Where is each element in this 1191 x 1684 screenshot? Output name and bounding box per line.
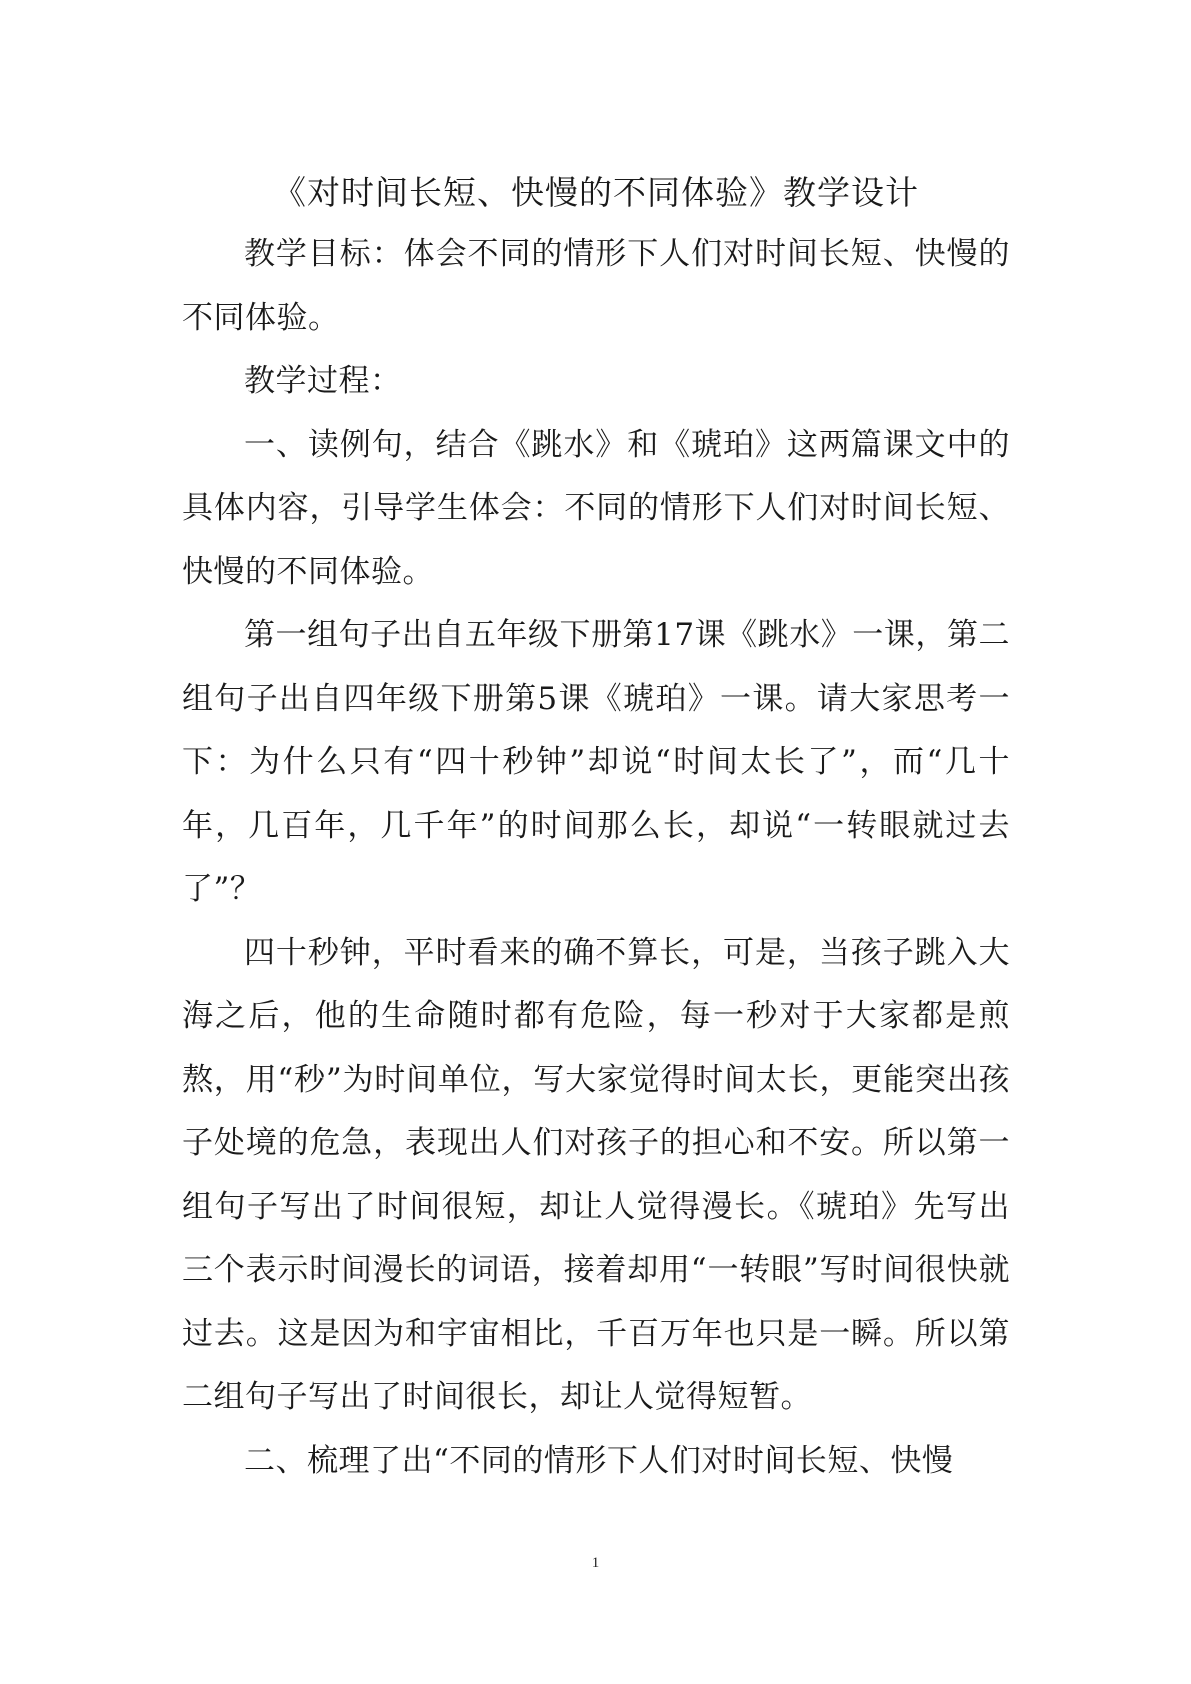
- document-title: 《对时间长短、快慢的不同体验》教学设计: [273, 173, 919, 212]
- document-body: [182, 163, 1010, 1493]
- page-number: 1: [591, 1555, 600, 1571]
- paragraph-step-two: 二、梳理了出“不同的情形下人们对时间长短、快慢: [244, 1442, 954, 1479]
- paragraph-sentence-groups: 第一组句子出自五年级下册第17课《跳水》一课，第二组句子出自四年级下册第5课《琥珀》一课。请大家思考一下：为什么只有“四十秒钟”却说“时间太长了”，而“几十年，几百年，几千年”的时间那么长，却说“一转眼就过去了”？: [182, 617, 1010, 907]
- paragraph-teaching-process: 教学过程：: [244, 363, 402, 399]
- paragraph-explanation: 四十秒钟，平时看来的确不算长，可是，当孩子跳入大海之后，他的生命随时都有危险，每一秒对于大家都是煎熬，用“秒”为时间单位，写大家觉得时间太长，更能突出孩子处境的危急，表现出人们对孩子的担心和不安。所以第一组句子写出了时间很短，却让人觉得漫长。《琥珀》先写出三个表示时间漫长的词语，接着却用“一转眼”写时间很快就过去。这是因为和宇宙相比，千百万年也只是一瞬。所以第二组句子写出了时间很长，却让人觉得短暂。: [182, 934, 1010, 1415]
- paragraph-teaching-goal: 教学目标：体会不同的情形下人们对时间长短、快慢的不同体验。: [182, 236, 1010, 336]
- paragraph-step-one: 一、读例句，结合《跳水》和《琥珀》这两篇课文中的具体内容，引导学生体会：不同的情形下人们对时间长短、快慢的不同体验。: [182, 426, 1010, 590]
